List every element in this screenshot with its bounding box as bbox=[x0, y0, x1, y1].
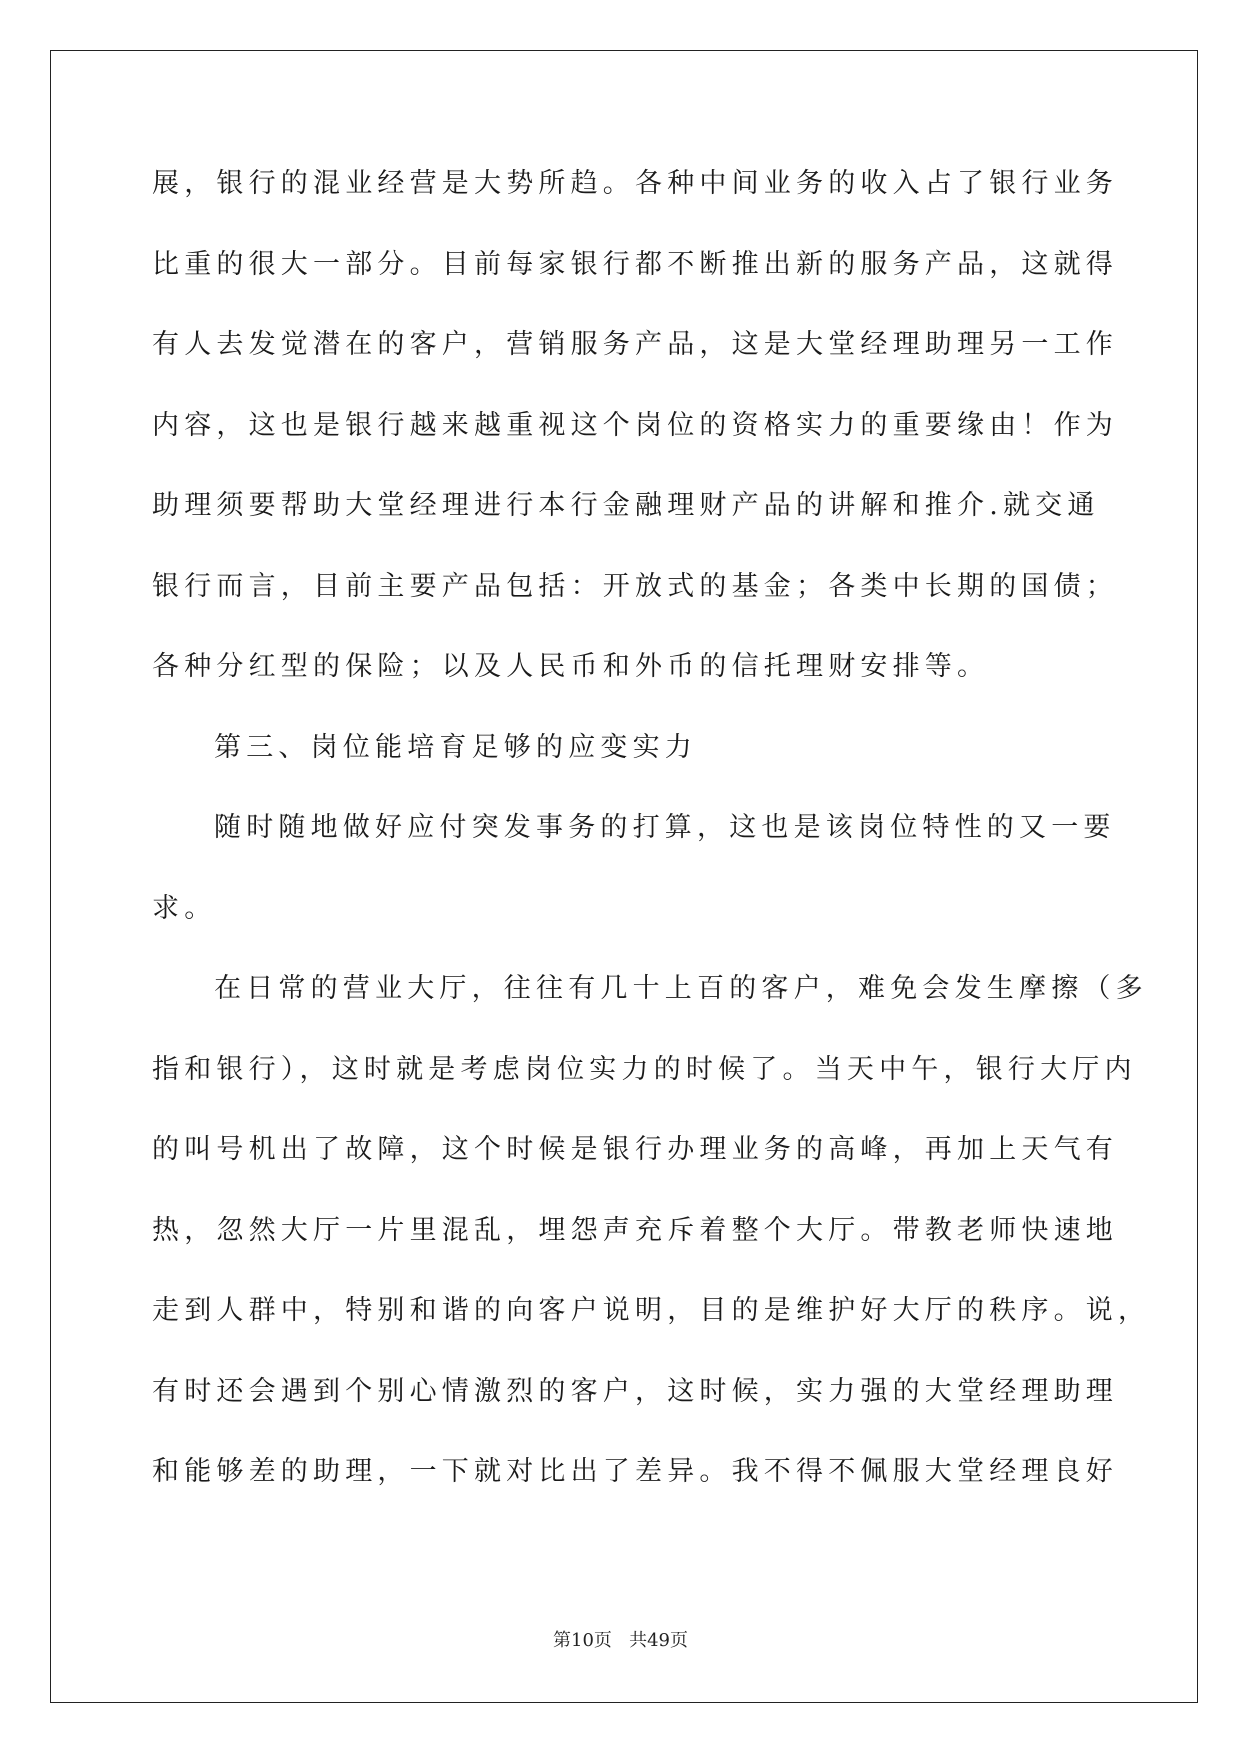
text-line: 有人去发觉潜在的客户，营销服务产品，这是大堂经理助理另一工作 bbox=[152, 329, 1118, 360]
section-heading: 第三、岗位能培育足够的应变实力 bbox=[214, 731, 697, 763]
body-text bbox=[152, 158, 1151, 1527]
text-line: 各种分红型的保险；以及人民币和外币的信托理财安排等。 bbox=[152, 651, 990, 682]
text-line: 走到人群中，特别和谐的向客户说明，目的是维护好大厅的秩序。说， bbox=[152, 1295, 1151, 1326]
text-line: 求。 bbox=[152, 892, 217, 924]
text-line: 在日常的营业大厅，往往有几十上百的客户，难免会发生摩擦（多 bbox=[214, 973, 1148, 1004]
text-line: 的叫号机出了故障，这个时候是银行办理业务的高峰，再加上天气有 bbox=[152, 1134, 1118, 1165]
text-line: 展，银行的混业经营是大势所趋。各种中间业务的收入占了银行业务 bbox=[152, 168, 1118, 199]
text-line: 银行而言，目前主要产品包括：开放式的基金；各类中长期的国债； bbox=[152, 570, 1118, 602]
text-line: 内容，这也是银行越来越重视这个岗位的资格实力的重要缘由！作为 bbox=[152, 409, 1118, 441]
text-line: 随时随地做好应付突发事务的打算，这也是该岗位特性的又一要 bbox=[214, 812, 1116, 843]
text-line: 比重的很大一部分。目前每家银行都不断推出新的服务产品，这就得 bbox=[152, 248, 1118, 280]
text-line: 有时还会遇到个别心情激烈的客户，这时候，实力强的大堂经理助理 bbox=[152, 1375, 1118, 1407]
text-line: 和能够差的助理，一下就对比出了差异。我不得不佩服大堂经理良好 bbox=[152, 1456, 1118, 1487]
page-footer: 第10页 共49页 bbox=[553, 1630, 688, 1651]
text-line: 热，忽然大厅一片里混乱，埋怨声充斥着整个大厅。带教老师快速地 bbox=[152, 1214, 1118, 1246]
text-line: 指和银行），这时就是考虑岗位实力的时候了。当天中午，银行大厅内 bbox=[152, 1053, 1137, 1085]
text-line: 助理须要帮助大堂经理进行本行金融理财产品的讲解和推介.就交通 bbox=[152, 490, 1100, 521]
